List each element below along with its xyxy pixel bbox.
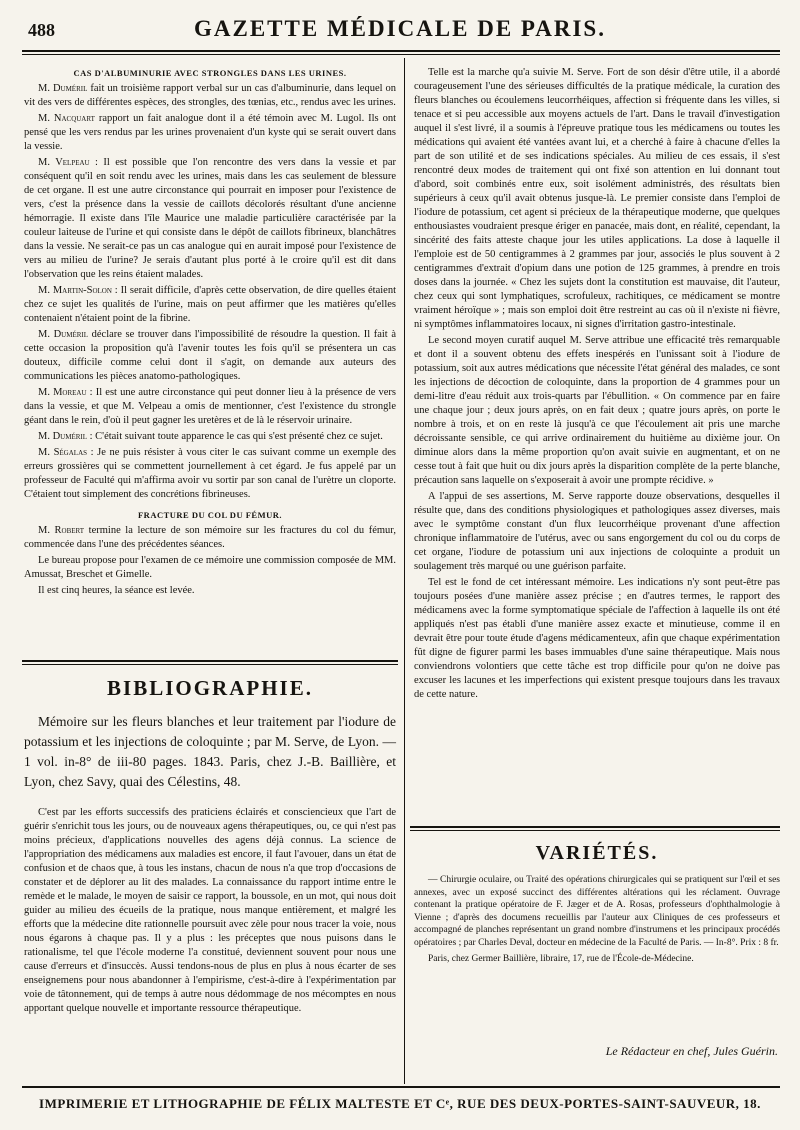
speaker-name: M. Duméril xyxy=(38,431,87,442)
section-heading: CAS D'ALBUMINURIE AVEC STRONGLES DANS LES URINES. xyxy=(73,68,347,78)
speaker-name: M. Robert xyxy=(38,525,85,536)
editor-signature: Le Rédacteur en chef, Jules Guérin. xyxy=(605,1044,778,1058)
left-paragraph xyxy=(24,328,396,384)
right-paragraph: Tel est le fond de cet intéressant mémoire. Les indications n'y sont peut-être pas toujours posées d'une manière assez précise ; en d'autres termes, le rapport des médicamens avec la forme symptomatique spéciale de l'affection à laquelle ils ont été appliqués n'est pas établi d'une manière assez exacte et minutieuse, comme il en devrait être pour toute étude d'agens médicamenteux, afin que chaque expérimentation fût digne de figurer parmi les bases immuables d'une saine thérapeutique. Mais nous conviendrons volontiers que cette tâche est trop difficile pour qu'on ne doive pas excuser les lacunes et les imperfections qui existent presque toujours dans les travaux de cette nature. xyxy=(414,577,780,700)
paragraph-text: : Il serait difficile, d'après cette observation, de dire quelles étaient chez ce sujet les qualités de l'urine, mais on peut affirmer que les matières qu'elles contenaient n'étaient point de la fibrine. xyxy=(24,285,396,324)
masthead-rule-thin xyxy=(22,54,780,55)
left-paragraph xyxy=(24,524,396,552)
paragraph-text: : Je ne puis résister à vous citer le cas suivant comme un exemple des erreurs grossières qui se commettent journellement à cet égard. Je fus appelé par un professeur de Faculté qui m'affirma avoir vu sortir par son canal de l'urètre un cloporte. C'étaient tout simplement des concrétions fibrineuses. xyxy=(24,447,396,500)
biblio-top-rule-thin xyxy=(22,664,398,665)
footer-rule xyxy=(22,1086,780,1088)
masthead-title: GAZETTE MÉDICALE DE PARIS. xyxy=(194,16,606,41)
masthead-rule xyxy=(22,50,780,52)
speaker-name: M. Duméril xyxy=(38,83,88,94)
paragraph-text: Il est cinq heures, la séance est levée. xyxy=(38,585,195,596)
varietes-item: — Chirurgie oculaire, ou Traité des opérations chirurgicales qui se pratiquent sur l'œil et ses annexes, avec un exposé succinct des différentes altérations qui les réclament. Ouvrage contenant la pratique opératoire de F. Jæger et de A. Rosas, professeurs d'ophthalmologie à Vienne ; d'après des documens recueillis par l'auteur aux Cliniques de ces professeurs et accompagné de planches représentant un grand nombre d'instrumens et les principaux procédés opératoires ; par Charles Deval, docteur en médecine de la Faculté de Paris. — In-8°. Prix : 8 fr. xyxy=(414,875,780,948)
left-paragraph xyxy=(24,82,396,110)
left-paragraph xyxy=(24,584,396,598)
biblio-top-rule xyxy=(22,660,398,662)
bibliographie-section xyxy=(24,712,396,1016)
bibliographie-body: C'est par les efforts successifs des praticiens éclairés et consciencieux que l'art de guérir s'enrichit tous les jours, ou de nouveaux agens thérapeutiques, ou, ce qui n'est pas moins précieux, d'applications nouvelles des agens déjà connus. La science de l'appropriation des médicamens aux maladies est encore, il faut l'avouer, dans un état de confusion et de chaos que, à tous les instans, chacun de nous n'a que trop d'occasions de constater et de déplorer au lit des malades. La connaissance du rapport intime entre le remède et le malade, le moyen de saisir ce rapport, la boussole, en un mot, qui nous doit guider au milieu des écueils de la pratique, nous manque entièrement, et malgré les efforts que la médecine dite rationnelle poursuit avec zèle pour nous tracer la voie, nous nous égarons à chaque pas. Il y a plus : les préceptes que nous puisons dans le rationalisme, tel que l'école moderne l'a constitué, deviennent souvent pour nous une cause d'erreurs et d'insuccès. Aussi tendons-nous de plus en plus à nous écarter de ses enseignemens pour nous abandonner à l'empirisme, c'est-à-dire à l'expérimentation par voie de tâtonnement, qui de temps à autre nous dédommage de nos mécomptes en nous apportant quelque nouvelle et importante ressource thérapeutique. xyxy=(24,807,396,1014)
left-paragraph xyxy=(24,156,396,282)
paragraph-text: rapport un fait analogue dont il a été témoin avec M. Lugol. Ils ont pensé que les vers rendus par les urines provenaient d'un kyste qui se serait ouvert dans la vessie. xyxy=(24,113,396,152)
printer-footer: IMPRIMERIE ET LITHOGRAPHIE DE FÉLIX MALTESTE ET Cᵉ, RUE DES DEUX-PORTES-SAINT-SAUVEUR, 18. xyxy=(39,1096,761,1111)
varietes-title: VARIÉTÉS. xyxy=(535,842,659,864)
section2-heading: FRACTURE DU COL DU FÉMUR. xyxy=(137,510,282,520)
column-divider xyxy=(404,58,405,1084)
paragraph-text: Le bureau propose pour l'examen de ce mémoire une commission composée de MM. Amussat, Breschet et Gimelle. xyxy=(24,555,396,580)
left-paragraph xyxy=(24,112,396,154)
varietes-publisher: Paris, chez Germer Baillière, libraire, 17, rue de l'École-de-Médecine. xyxy=(428,954,694,964)
paragraph-text: fait un troisième rapport verbal sur un cas d'albuminurie, dans lequel on vit des vers de différentes espèces, des strongles, des tœnias, etc., rendus avec les urines. xyxy=(24,83,397,108)
right-paragraph: Telle est la marche qu'a suivie M. Serve. Fort de son désir d'être utile, il a abordé courageusement l'une des sérieuses difficultés de la pratique médicale, la curation des fleurs blanches ou écoulemens leucorrhéiques, affection si fréquente dans les villes, si tenace et si peu accessible aux moyens actuels de l'art. Dans le travail d'investigation auquel il s'est livré, il a soumis à l'épreuve pratique tous les médicamens ou toutes les médications qui avaient été vantées avant lui, et a cherché à faire à chacune d'elles la part de son utilité et de ses indications spéciales. Au milieu de ces essais, il s'est rencontré deux modes de traitement qui ont fixé son attention en lui donnant tout d'abord, soit combinés entre eux, soit isolément administrés, des résultats bien supérieurs à ceux qu'il avait obtenus jusque-là. Le premier consiste dans l'emploi de l'iodure de potassium, cet agent si précieux de la thérapeutique moderne, que quelques enthousiastes voudraient presque ériger en panacée, mais dont, en réalité, cependant, la sincérité des faits atteste chaque jour les utiles applications. La dose à laquelle il l'emploie est de 50 centigrammes à 2 grammes par jour, associés le plus souvent à 2 centigrammes d'extrait d'opium dans une potion de 125 grammes, à prendre en trois doses dans la journée. « Chez les sujets dont la constitution est mauvaise, dit l'auteur, chez ceux qui sont lymphatiques, scrofuleux, rachitiques, ce médicament se montre vraiment héroïque » ; mais son emploi doit être restreint au cas où il n'existe ni fièvre, ni symptômes inflammatoires locaux, ni signes d'irritation gastro-intestinale. xyxy=(414,67,780,330)
book-reference: Mémoire sur les fleurs blanches et leur traitement par l'iodure de potassium et les injections de coloquinte ; par M. Serve, de Lyon. — 1 vol. in-8° de iii-80 pages. 1843. Paris, chez J.-B. Baillière, et Lyon, chez Savy, quai des Célestins, 48. xyxy=(24,714,396,789)
paragraph-text: : C'était suivant toute apparence le cas qui s'est présenté chez ce sujet. xyxy=(87,431,383,442)
left-column xyxy=(24,66,396,600)
varietes-top-rule xyxy=(410,826,780,828)
right-column xyxy=(414,66,780,704)
speaker-name: M. Moreau xyxy=(38,387,87,398)
left-paragraphs-2 xyxy=(24,524,396,598)
left-paragraphs xyxy=(24,82,396,502)
paragraph-text: : Il est possible que l'on rencontre des vers dans la vessie et par conséquent qu'il en soit rendu avec les urines, mais dans les cas seulement de blessure de cet organe. Il est une autre circonstance qui pourrait en imposer pour l'existence de vers, c'est la présence dans la vessie de caillots décolorés résultant d'une ancienne hémorragie. Il existe dans l'île Maurice une maladie particulière caractérisée par la couleur laiteuse de l'urine et qui consiste dans le dépôt de caillots fibrineux, blanchâtres dans la vessie. Ne serait-ce pas un cas analogue qui en aurait imposé pour l'existence de vers au milieu de l'urine? Je serais d'autant plus porté à le croire qu'il est dit dans l'observation que les reins étaient malades. xyxy=(24,157,396,280)
speaker-name: M. Velpeau xyxy=(38,157,90,168)
left-paragraph xyxy=(24,284,396,326)
paragraph-text: : Il est une autre circonstance qui peut donner lieu à la présence de vers dans la vessie, et que M. Velpeau a omis de mentionner, c'est l'existence du strongle géant dans le rein, d'où il peut gagner les uretères et de là le réservoir urinaire. xyxy=(24,387,396,426)
varietes-section xyxy=(414,874,780,970)
speaker-name: M. Nacquart xyxy=(38,113,95,124)
paragraph-text: déclare se trouver dans l'impossibilité de résoudre la question. Il fait à cette occasion la proposition qu'à l'avenir toutes les fois qu'il se présentera un cas douteux, difficile comme celui dont il s'agit, on demande aux auteurs des communications les pièces anatomo-pathologiques. xyxy=(24,329,397,382)
right-paragraph: A l'appui de ses assertions, M. Serve rapporte douze observations, desquelles il résulte que, dans des conditions physiologiques et pathologiques assez diverses, mais avec le symptôme constant d'un flux leucorrhéique provenant d'une affection chronique inflammatoire de l'utérus, avec ou sans engorgement du col ou du corps de cet organe, l'iodure de potassium uni aux injections de coloquinte a produit un soulagement très marqué ou une guérison parfaite. xyxy=(414,491,780,572)
bibliographie-title: BIBLIOGRAPHIE. xyxy=(107,676,313,700)
left-paragraph xyxy=(24,554,396,582)
left-paragraph xyxy=(24,386,396,428)
speaker-name: M. Martin-Solon xyxy=(38,285,112,296)
speaker-name: M. Duméril xyxy=(38,329,88,340)
left-paragraph xyxy=(24,430,396,444)
speaker-name: M. Ségalas xyxy=(38,447,88,458)
page-number: 488 xyxy=(28,20,55,40)
right-paragraph: Le second moyen curatif auquel M. Serve attribue une efficacité très remarquable et dont il a souvent obtenu des effets inespérés en l'unissant soit à l'iodure de potassium, soit aux autres médications que nécessite l'état général des malades, ce sont les injections de décoction de coloquinte, dans la proportion de 4 grammes pour un demi-litre d'eau réduit aux trois-quarts par l'ébullition. « On commence par en faire une chaque jour ; deux jours après, on en fait deux ; quatre jours après, on porte le nombre à trois, et on en reste là jusqu'à ce que l'écoulement ait pris une marche décroissante sensible, ce qui arrive ordinairement du huitième au dixième jour. On diminue alors dans la même proportion qu'on avait suivie en augmentant, et on ne cesse tout à fait que huit ou dix jours après la disparition complète de la perte blanche, précaution sans laquelle on s'exposerait à avoir une prompte récidive. » xyxy=(414,335,780,486)
left-paragraph xyxy=(24,446,396,502)
paragraph-text: termine la lecture de son mémoire sur les fractures du col du fémur, commencée dans l'une des précédentes séances. xyxy=(24,525,396,550)
varietes-top-rule-thin xyxy=(410,830,780,831)
